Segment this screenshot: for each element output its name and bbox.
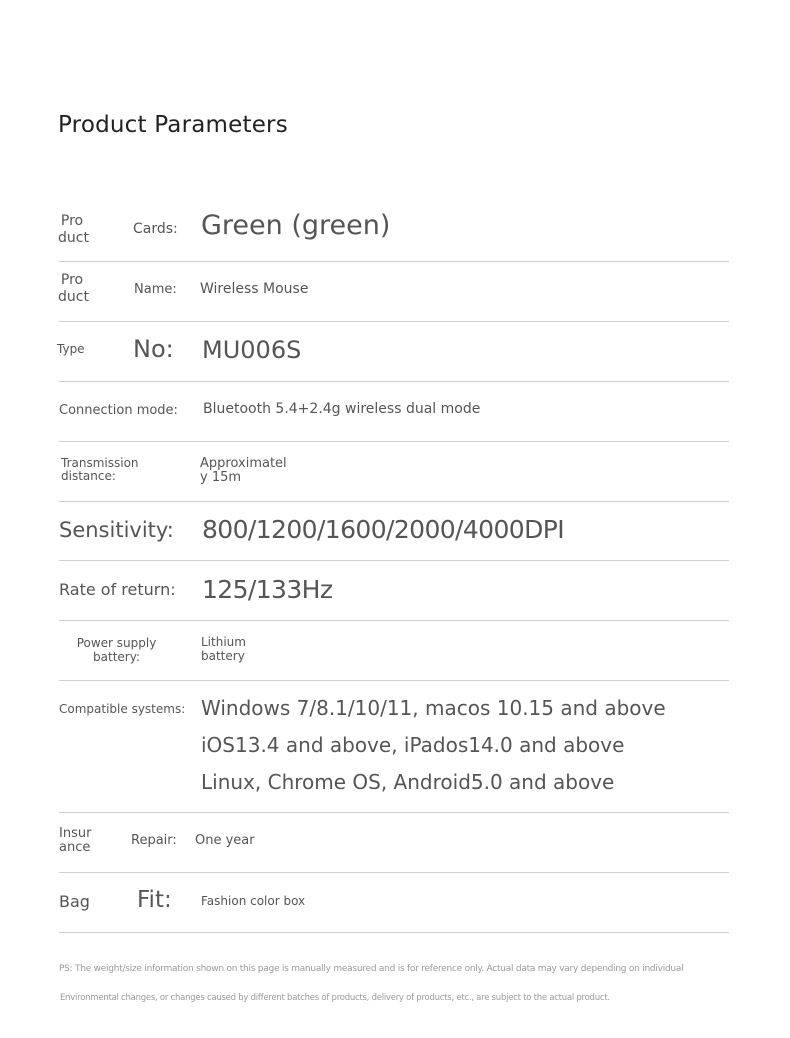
param-value-type: MU006S	[202, 336, 302, 364]
param-row-cards	[59, 201, 729, 262]
compat-line-linux: Linux, Chrome OS, Android5.0 and above	[201, 770, 615, 794]
param-row-sensitivity	[59, 502, 729, 561]
param-label-insurance: Insur ance	[59, 826, 92, 855]
param-label-type: Type	[57, 342, 85, 356]
param-label-repair: Repair:	[131, 833, 177, 848]
page-title: Product Parameters	[58, 112, 288, 138]
param-row-insurance	[59, 813, 729, 873]
param-label-battery: Power supply battery:	[76, 636, 157, 664]
param-label-connection: Connection mode:	[59, 403, 178, 418]
param-value-battery: Lithium battery	[201, 635, 246, 663]
param-value-distance: Approximatel y 15m	[200, 456, 287, 485]
param-label-distance: Transmission distance:	[61, 456, 139, 483]
param-label-product: Pro duct	[58, 213, 89, 246]
param-value-rate: 125/133Hz	[202, 575, 333, 604]
param-label-bag: Bag	[59, 892, 90, 911]
param-label-no: No:	[133, 335, 174, 363]
param-value-fit: Fashion color box	[201, 894, 306, 908]
param-row-battery	[59, 621, 729, 681]
param-row-compat	[59, 681, 729, 813]
param-value-name: Wireless Mouse	[200, 281, 309, 297]
param-label-compat: Compatible systems:	[59, 702, 186, 716]
param-row-bag	[59, 873, 729, 933]
param-row-name	[59, 262, 729, 322]
param-value-cards: Green (green)	[201, 210, 391, 241]
ps-note-line-2: Environmental changes, or changes caused by different batches of products, delivery of products, etc., are subject to the actual product.	[60, 993, 610, 1003]
param-row-type	[59, 322, 729, 382]
param-value-compat	[201, 690, 666, 801]
param-value-sensitivity: 800/1200/1600/2000/4000DPI	[202, 515, 565, 544]
param-value-repair: One year	[195, 833, 255, 848]
param-label-sensitivity: Sensitivity:	[59, 518, 174, 542]
param-label-cards: Cards:	[133, 221, 178, 237]
compat-line-windows: Windows 7/8.1/10/11, macos 10.15 and above	[201, 696, 666, 720]
param-label-rate: Rate of return:	[59, 580, 176, 599]
param-row-rate	[59, 561, 729, 621]
param-label-product: Pro duct	[58, 272, 89, 305]
param-label-name: Name:	[134, 282, 177, 297]
param-label-fit: Fit:	[137, 887, 172, 913]
compat-line-ios: iOS13.4 and above, iPados14.0 and above	[201, 733, 625, 757]
ps-note-line-1: PS: The weight/size information shown on this page is manually measured and is for reference only. Actual data may vary depending on individual	[59, 964, 684, 974]
param-value-connection: Bluetooth 5.4+2.4g wireless dual mode	[203, 401, 481, 417]
param-row-connection	[59, 382, 729, 442]
param-row-distance	[59, 442, 729, 502]
